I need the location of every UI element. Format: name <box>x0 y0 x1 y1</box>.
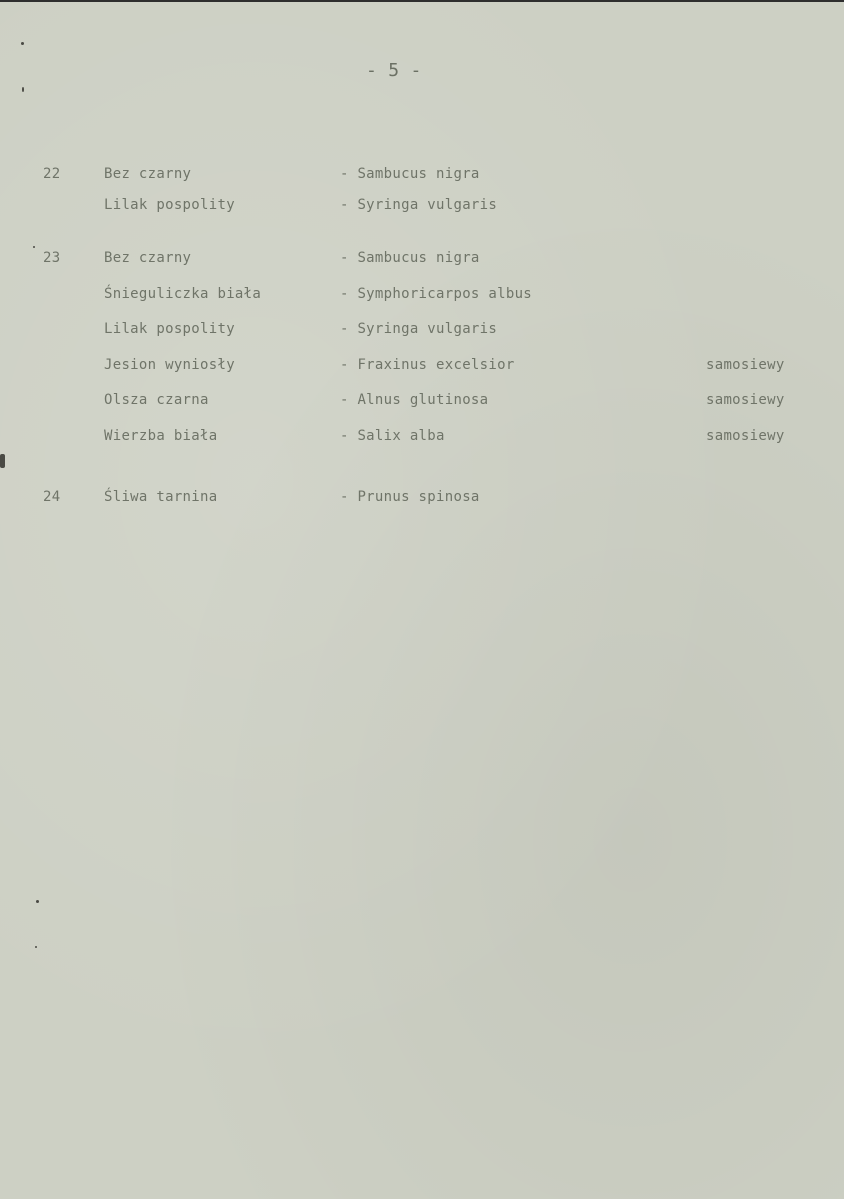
entry-row <box>0 282 844 306</box>
entry-row <box>0 485 844 509</box>
polish-name: Śnieguliczka biała <box>104 286 262 302</box>
latin-name: - Prunus spinosa <box>340 489 480 505</box>
entry-row <box>0 424 844 448</box>
margin-speck <box>36 900 39 903</box>
polish-name: Olsza czarna <box>104 392 209 408</box>
remark: samosiewy <box>706 428 785 444</box>
polish-name: Bez czarny <box>104 166 192 182</box>
entry-row <box>0 388 844 412</box>
margin-speck <box>21 42 24 45</box>
entry-row <box>0 193 844 217</box>
entry-number: 23 <box>43 250 61 266</box>
margin-speck <box>22 87 24 92</box>
entry-row <box>0 246 844 270</box>
latin-name: - Sambucus nigra <box>340 166 480 182</box>
remark: samosiewy <box>706 357 785 373</box>
polish-name: Wierzba biała <box>104 428 218 444</box>
polish-name: Bez czarny <box>104 250 192 266</box>
polish-name: Lilak pospolity <box>104 321 235 337</box>
latin-name: - Sambucus nigra <box>340 250 480 266</box>
latin-name: - Alnus glutinosa <box>340 392 489 408</box>
latin-name: - Syringa vulgaris <box>340 321 498 337</box>
polish-name: Śliwa tarnina <box>104 489 218 505</box>
page-number: - 5 - <box>366 60 422 81</box>
latin-name: - Symphoricarpos albus <box>340 286 533 302</box>
entry-row <box>0 162 844 186</box>
latin-name: - Syringa vulgaris <box>340 197 498 213</box>
polish-name: Jesion wyniosły <box>104 357 235 373</box>
entry-row <box>0 317 844 341</box>
margin-speck <box>0 454 5 468</box>
entry-number: 24 <box>43 489 61 505</box>
latin-name: - Salix alba <box>340 428 445 444</box>
margin-speck <box>35 946 37 948</box>
polish-name: Lilak pospolity <box>104 197 235 213</box>
entry-number: 22 <box>43 166 61 182</box>
entry-row <box>0 353 844 377</box>
latin-name: - Fraxinus excelsior <box>340 357 515 373</box>
remark: samosiewy <box>706 392 785 408</box>
